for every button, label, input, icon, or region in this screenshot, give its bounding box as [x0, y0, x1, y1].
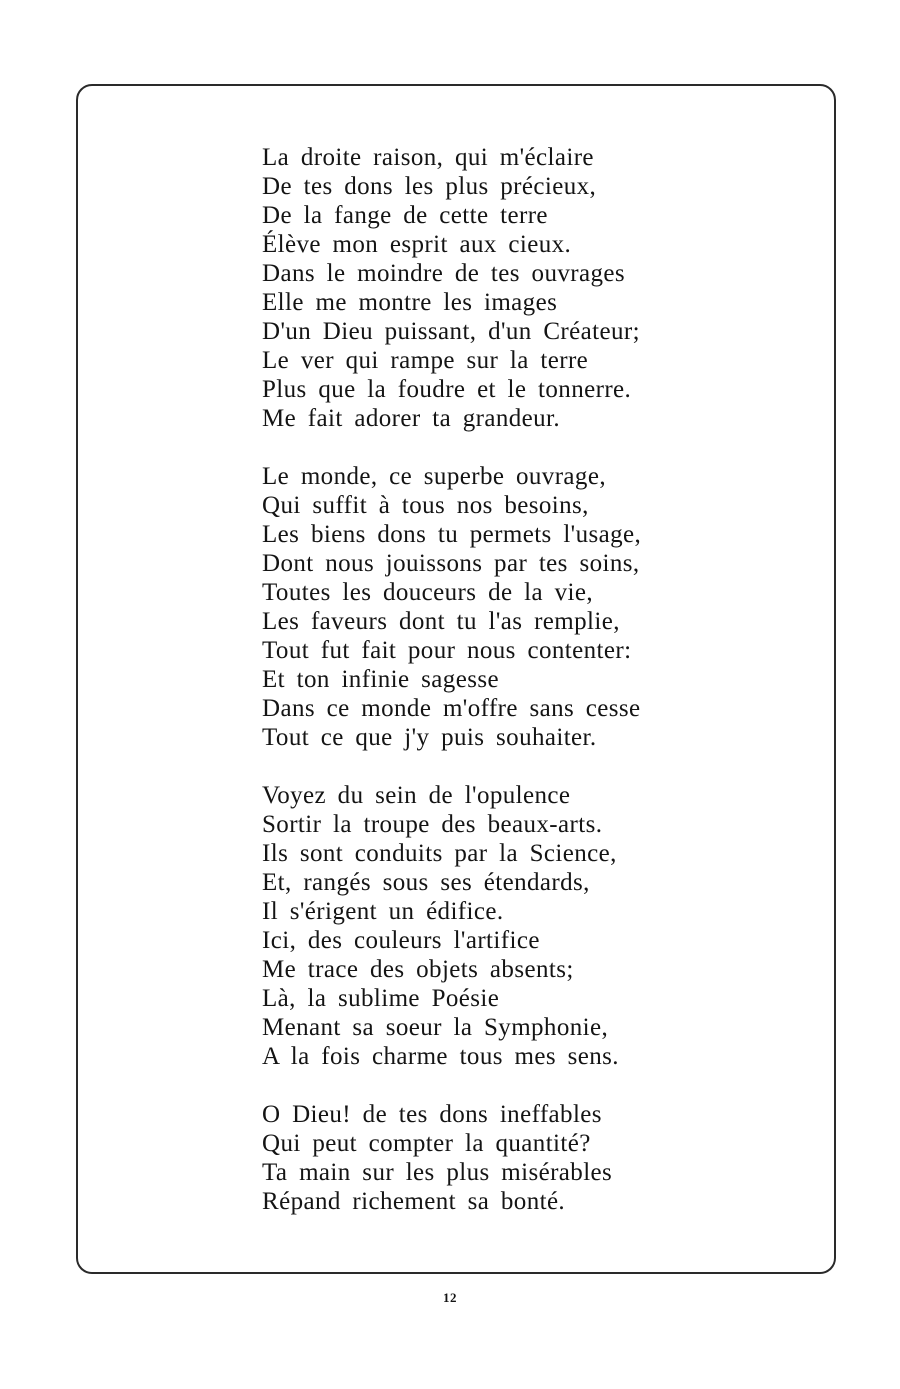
poem-line: De la fange de cette terre [262, 202, 548, 229]
poem-line: Le ver qui rampe sur la terre [262, 347, 589, 374]
poem-line: Tout fut fait pour nous contenter: [262, 637, 632, 664]
poem-line: De tes dons les plus précieux, [262, 173, 597, 200]
poem-line: Et, rangés sous ses étendards, [262, 869, 590, 896]
poem-line: Sortir la troupe des beaux-arts. [262, 811, 603, 838]
poem-line: A la fois charme tous mes sens. [262, 1043, 619, 1070]
poem-line: Dans le moindre de tes ouvrages [262, 260, 625, 287]
poem-line: Le monde, ce superbe ouvrage, [262, 463, 606, 490]
poem-line: Qui peut compter la quantité? [262, 1130, 591, 1157]
poem-line: Répand richement sa bonté. [262, 1188, 566, 1215]
poem-line: Élève mon esprit aux cieux. [262, 231, 572, 258]
poem-line: Ici, des couleurs l'artifice [262, 927, 540, 954]
poem-line: Là, la sublime Poésie [262, 985, 500, 1012]
poem-line: Ta main sur les plus misérables [262, 1159, 613, 1186]
poem-line: Et ton infinie sagesse [262, 666, 499, 693]
poem-line: Toutes les douceurs de la vie, [262, 579, 593, 606]
stanza-3 [262, 781, 702, 1071]
poem-line: D'un Dieu puissant, d'un Créateur; [262, 318, 640, 345]
poem-line: Il s'érigent un édifice. [262, 898, 504, 925]
poem-line: La droite raison, qui m'éclaire [262, 144, 594, 171]
stanza-2 [262, 462, 702, 752]
poem-line: Me trace des objets absents; [262, 956, 574, 983]
poem-line: Dont nous jouissons par tes soins, [262, 550, 640, 577]
stanza-4 [262, 1100, 702, 1216]
poem-text [262, 143, 702, 1245]
poem-line: Me fait adorer ta grandeur. [262, 405, 561, 432]
poem-line: Dans ce monde m'offre sans cesse [262, 695, 641, 722]
page-number: 12 [443, 1290, 457, 1305]
poem-line: Les faveurs dont tu l'as remplie, [262, 608, 620, 635]
stanza-1 [262, 143, 702, 433]
poem-line: Menant sa soeur la Symphonie, [262, 1014, 609, 1041]
poem-line: Tout ce que j'y puis souhaiter. [262, 724, 597, 751]
poem-line: Ils sont conduits par la Science, [262, 840, 617, 867]
poem-line: Elle me montre les images [262, 289, 558, 316]
poem-line: O Dieu! de tes dons ineffables [262, 1101, 602, 1128]
poem-line: Qui suffit à tous nos besoins, [262, 492, 589, 519]
poem-line: Les biens dons tu permets l'usage, [262, 521, 642, 548]
poem-line: Plus que la foudre et le tonnerre. [262, 376, 632, 403]
poem-line: Voyez du sein de l'opulence [262, 782, 571, 809]
